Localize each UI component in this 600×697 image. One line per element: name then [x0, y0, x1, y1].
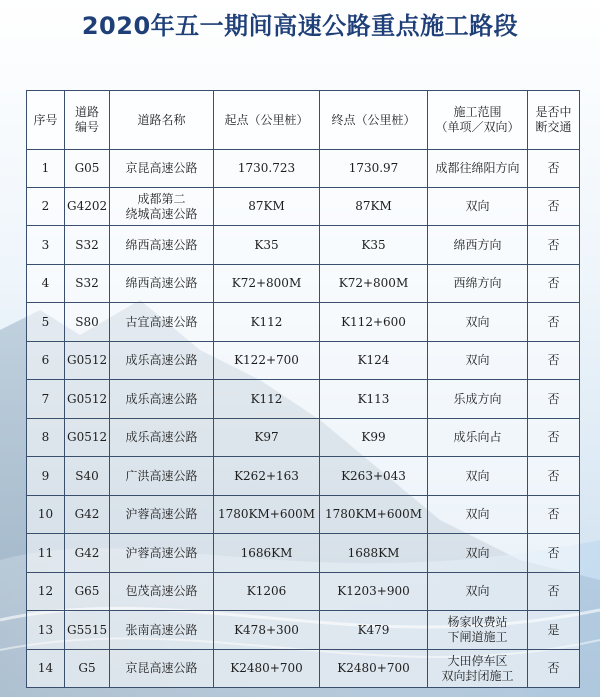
cell-start: K112 [214, 380, 320, 419]
cell-scope: 双向 [428, 303, 528, 342]
cell-index: 12 [27, 573, 65, 611]
header-interrupt: 是否中 断交通 [528, 91, 580, 150]
table-row [27, 342, 580, 380]
cell-index: 4 [27, 265, 65, 303]
cell-road-name: 张南高速公路 [110, 611, 214, 650]
header-road-code: 道路 编号 [65, 91, 110, 150]
cell-interrupt: 否 [528, 419, 580, 457]
cell-interrupt: 否 [528, 534, 580, 573]
table-row [27, 573, 580, 611]
cell-start: 87KM [214, 188, 320, 226]
cell-road-name: 京昆高速公路 [110, 650, 214, 688]
cell-index: 8 [27, 419, 65, 457]
table-row [27, 380, 580, 419]
cell-end: K99 [320, 419, 428, 457]
cell-scope: 成乐向占 [428, 419, 528, 457]
table-row [27, 611, 580, 650]
cell-scope: 双向 [428, 496, 528, 534]
cell-road-code: G42 [65, 496, 110, 534]
cell-index: 9 [27, 457, 65, 496]
cell-interrupt: 否 [528, 457, 580, 496]
cell-start: K2480+700 [214, 650, 320, 688]
cell-road-code: G4202 [65, 188, 110, 226]
cell-road-code: G05 [65, 150, 110, 188]
cell-road-name: 成乐高速公路 [110, 342, 214, 380]
table-row [27, 188, 580, 226]
cell-interrupt: 否 [528, 150, 580, 188]
cell-scope: 双向 [428, 342, 528, 380]
cell-road-code: G5 [65, 650, 110, 688]
cell-road-name: 沪蓉高速公路 [110, 534, 214, 573]
cell-scope: 绵西方向 [428, 226, 528, 265]
cell-scope: 成都往绵阳方向 [428, 150, 528, 188]
cell-road-name: 包茂高速公路 [110, 573, 214, 611]
table-row [27, 496, 580, 534]
table-row [27, 534, 580, 573]
cell-interrupt: 否 [528, 265, 580, 303]
cell-index: 14 [27, 650, 65, 688]
cell-road-code: G65 [65, 573, 110, 611]
cell-scope: 双向 [428, 534, 528, 573]
cell-road-name: 京昆高速公路 [110, 150, 214, 188]
cell-end: K112+600 [320, 303, 428, 342]
cell-start: K72+800M [214, 265, 320, 303]
cell-scope: 乐成方向 [428, 380, 528, 419]
cell-end: K72+800M [320, 265, 428, 303]
header-end: 终点（公里桩） [320, 91, 428, 150]
cell-start: K1206 [214, 573, 320, 611]
cell-road-name: 沪蓉高速公路 [110, 496, 214, 534]
cell-start: K35 [214, 226, 320, 265]
cell-index: 3 [27, 226, 65, 265]
cell-end: K2480+700 [320, 650, 428, 688]
cell-road-code: S40 [65, 457, 110, 496]
cell-start: 1730.723 [214, 150, 320, 188]
cell-road-name: 广洪高速公路 [110, 457, 214, 496]
cell-scope: 双向 [428, 573, 528, 611]
cell-road-name: 成乐高速公路 [110, 419, 214, 457]
cell-road-code: G0512 [65, 419, 110, 457]
cell-interrupt: 否 [528, 573, 580, 611]
cell-end: 1688KM [320, 534, 428, 573]
table-row [27, 457, 580, 496]
cell-road-code: S32 [65, 265, 110, 303]
cell-start: K97 [214, 419, 320, 457]
cell-end: K113 [320, 380, 428, 419]
cell-end: K263+043 [320, 457, 428, 496]
cell-scope: 双向 [428, 188, 528, 226]
cell-scope: 杨家收费站 下闸道施工 [428, 611, 528, 650]
cell-start: 1686KM [214, 534, 320, 573]
cell-index: 11 [27, 534, 65, 573]
cell-start: K262+163 [214, 457, 320, 496]
cell-start: K478+300 [214, 611, 320, 650]
cell-index: 13 [27, 611, 65, 650]
header-road-name: 道路名称 [110, 91, 214, 150]
cell-interrupt: 否 [528, 303, 580, 342]
cell-index: 6 [27, 342, 65, 380]
table-row [27, 226, 580, 265]
cell-start: K112 [214, 303, 320, 342]
table-row [27, 419, 580, 457]
cell-index: 2 [27, 188, 65, 226]
table-row [27, 650, 580, 688]
cell-scope: 西绵方向 [428, 265, 528, 303]
cell-interrupt: 否 [528, 496, 580, 534]
cell-start: K122+700 [214, 342, 320, 380]
cell-end: K479 [320, 611, 428, 650]
cell-scope: 双向 [428, 457, 528, 496]
cell-interrupt: 否 [528, 342, 580, 380]
table-row [27, 265, 580, 303]
table-row [27, 303, 580, 342]
cell-scope: 大田停车区 双向封闭施工 [428, 650, 528, 688]
cell-interrupt: 是 [528, 611, 580, 650]
cell-interrupt: 否 [528, 188, 580, 226]
cell-road-code: S32 [65, 226, 110, 265]
cell-start: 1780KM+600M [214, 496, 320, 534]
cell-end: K1203+900 [320, 573, 428, 611]
cell-interrupt: 否 [528, 380, 580, 419]
cell-end: 87KM [320, 188, 428, 226]
construction-table [26, 90, 580, 688]
cell-road-name: 成乐高速公路 [110, 380, 214, 419]
cell-road-name: 古宜高速公路 [110, 303, 214, 342]
cell-interrupt: 否 [528, 226, 580, 265]
table-row [27, 150, 580, 188]
cell-end: K35 [320, 226, 428, 265]
cell-end: K124 [320, 342, 428, 380]
cell-road-code: G0512 [65, 380, 110, 419]
cell-index: 1 [27, 150, 65, 188]
cell-road-code: G5515 [65, 611, 110, 650]
cell-road-code: G0512 [65, 342, 110, 380]
cell-index: 10 [27, 496, 65, 534]
cell-index: 5 [27, 303, 65, 342]
cell-end: 1780KM+600M [320, 496, 428, 534]
header-index: 序号 [27, 91, 65, 150]
cell-road-code: S80 [65, 303, 110, 342]
cell-road-code: G42 [65, 534, 110, 573]
cell-interrupt: 否 [528, 650, 580, 688]
cell-road-name: 成都第二 绕城高速公路 [110, 188, 214, 226]
header-start: 起点（公里桩） [214, 91, 320, 150]
cell-index: 7 [27, 380, 65, 419]
cell-end: 1730.97 [320, 150, 428, 188]
header-scope: 施工范围 （单项／双向） [428, 91, 528, 150]
table-header-row [27, 91, 580, 150]
page-title: 2020年五一期间高速公路重点施工路段 [81, 12, 519, 40]
cell-road-name: 绵西高速公路 [110, 226, 214, 265]
cell-road-name: 绵西高速公路 [110, 265, 214, 303]
